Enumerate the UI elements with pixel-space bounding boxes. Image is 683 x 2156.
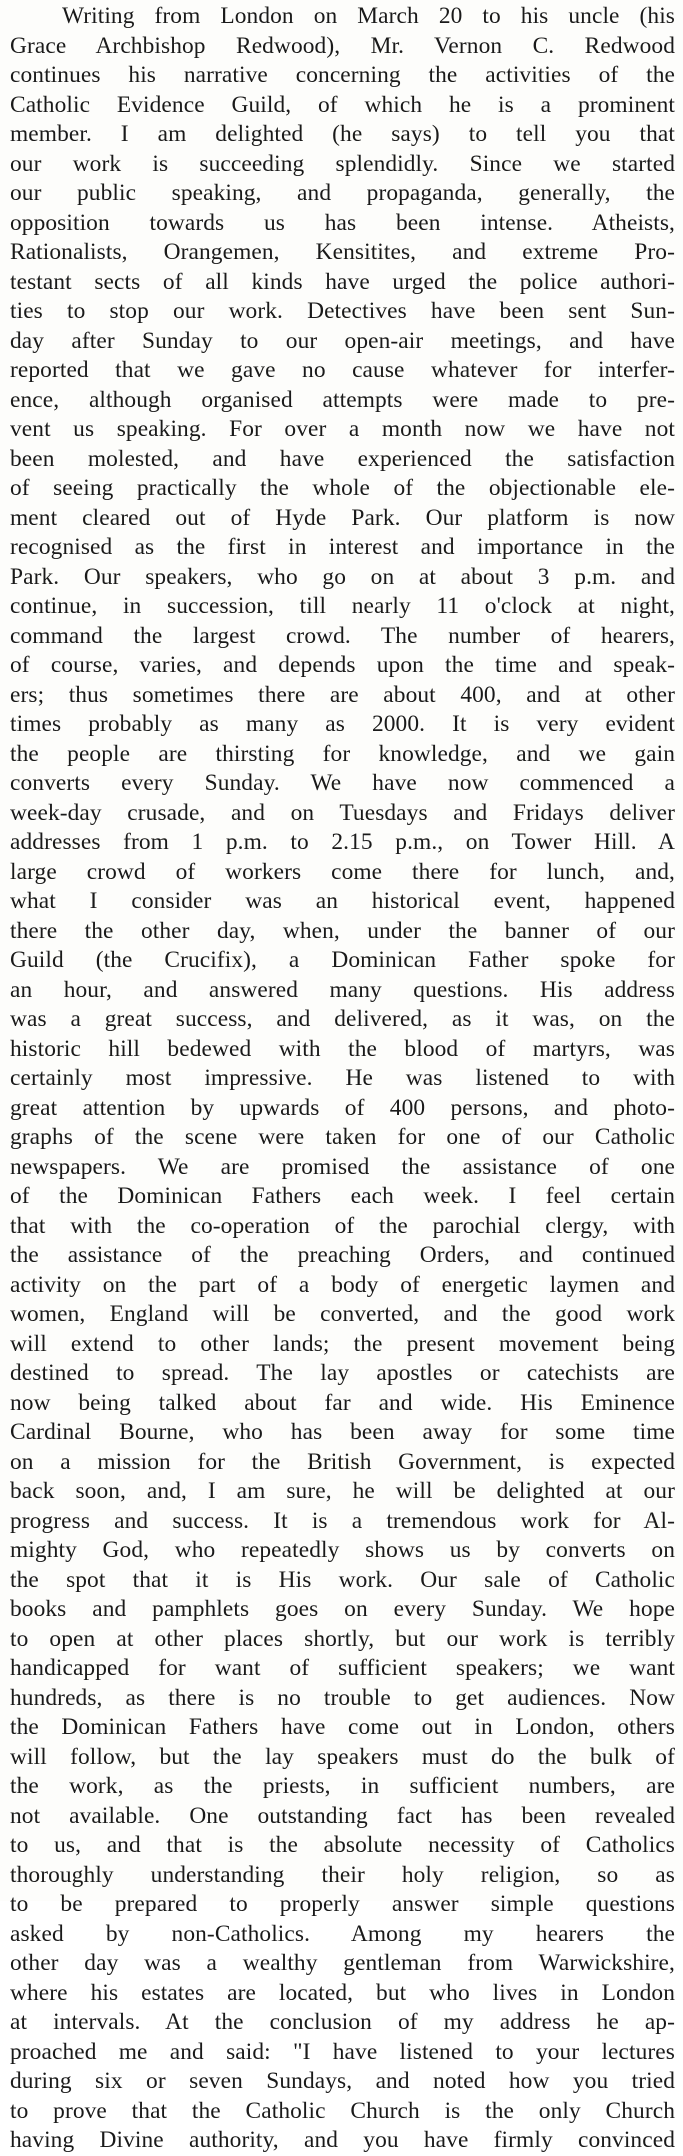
article-line: been molested, and have experienced the satisfaction (10, 445, 675, 472)
article-line: ence, although organised attempts were made to pre- (10, 386, 675, 413)
article-line: week-day crusade, and on Tuesdays and Fridays deliver (10, 799, 675, 826)
article-line: ties to stop our work. Detectives have been sent Sun- (10, 298, 675, 324)
article-line: Grace Archbishop Redwood), Mr. Vernon C. Redwood (10, 32, 675, 59)
article-line: day after Sunday to our open-air meetings, and have (10, 327, 675, 354)
article-line: graphs of the scene were taken for one of our Catholic (10, 1124, 675, 1150)
article-line: of the Dominican Fathers each week. I feel certain (10, 1183, 675, 1209)
article-line: at intervals. At the conclusion of my address he ap- (10, 2009, 675, 2035)
article-line: mighty God, who repeatedly shows us by converts on (10, 1537, 675, 1563)
article-line: not available. One outstanding fact has been revealed (10, 1802, 675, 1829)
article-line: converts every Sunday. We have now commenced a (10, 770, 675, 796)
article-line: books and pamphlets goes on every Sunday. We hope (10, 1596, 675, 1622)
article-line: to us, and that is the absolute necessity of Catholics (10, 1832, 675, 1858)
article-line: addresses from 1 p.m. to 2.15 p.m., on Tower Hill. A (10, 829, 675, 855)
article-line: during six or seven Sundays, and noted how you tried (10, 2068, 675, 2094)
article-line: having Divine authority, and you have firmly convinced (10, 2127, 675, 2153)
article-line: of seeing practically the whole of the objectionable ele- (10, 475, 675, 501)
article-line: continues his narrative concerning the activities of the (10, 62, 675, 88)
article-line: back soon, and, I am sure, he will be delighted at our (10, 1478, 675, 1504)
article-line: opposition towards us has been intense. Atheists, (10, 209, 675, 236)
article-line: on a mission for the British Government, is expected (10, 1448, 675, 1475)
article-line: that with the co-operation of the parochial clergy, with (10, 1212, 675, 1239)
article-line: great attention by upwards of 400 persons, and photo- (10, 1094, 675, 1121)
article-line: our work is succeeding splendidly. Since we started (10, 150, 675, 177)
article-line: vent us speaking. For over a month now we have not (10, 416, 675, 442)
article-line: thoroughly understanding their holy religion, so as (10, 1861, 675, 1888)
article-line: newspapers. We are promised the assistance of one (10, 1153, 675, 1180)
article-line: there the other day, when, under the banner of our (10, 917, 675, 944)
article-line: what I consider was an historical event, happened (10, 888, 675, 914)
article-line: progress and success. It is a tremendous work for Al- (10, 1507, 675, 1534)
article-line: women, England will be converted, and the good work (10, 1301, 675, 1327)
article-line: an hour, and answered many questions. His address (10, 976, 675, 1003)
article-line: to prove that the Catholic Church is the only Church (10, 2097, 675, 2124)
article-line: Park. Our speakers, who go on at about 3 p.m. and (10, 563, 675, 590)
article-line: command the largest crowd. The number of hearers, (10, 622, 675, 649)
article-line: proached me and said: "I have listened to your lectures (10, 2038, 675, 2065)
article-line: Rationalists, Orangemen, Kensitites, and extreme Pro- (10, 239, 675, 265)
article-line: handicapped for want of sufficient speakers; we want (10, 1655, 675, 1681)
article-line: recognised as the first in interest and importance in the (10, 534, 675, 560)
article-line: was a great success, and delivered, as it was, on the (10, 1006, 675, 1032)
article-line: the spot that it is His work. Our sale of Catholic (10, 1566, 675, 1593)
article-line: the work, as the priests, in sufficient numbers, are (10, 1773, 675, 1799)
article-opening-line: Writing from London on March 20 to his uncle (his (62, 3, 675, 29)
article-line: certainly most impressive. He was listened to with (10, 1065, 675, 1091)
article-line: Cardinal Bourne, who has been away for some time (10, 1419, 675, 1445)
article-line: member. I am delighted (he says) to tell you that (10, 121, 675, 147)
article-line: to be prepared to properly answer simple questions (10, 1891, 675, 1917)
article-line: other day was a wealthy gentleman from Warwickshire, (10, 1950, 675, 1976)
article-line: hundreds, as there is no trouble to get audiences. Now (10, 1684, 675, 1711)
article-line: Guild (the Crucifix), a Dominican Father spoke for (10, 947, 675, 973)
article-line: now being talked about far and wide. His Eminence (10, 1389, 675, 1416)
article-line: continue, in succession, till nearly 11 o'clock at night, (10, 593, 675, 619)
article-line: the Dominican Fathers have come out in London, others (10, 1714, 675, 1740)
article-line: will follow, but the lay speakers must do the bulk of (10, 1743, 675, 1770)
article-line: the people are thirsting for knowledge, and we gain (10, 740, 675, 767)
article-line: testant sects of all kinds have urged the police authori- (10, 268, 675, 295)
article-column (10, 2, 675, 2156)
article-line: to open at other places shortly, but our work is terribly (10, 1625, 675, 1652)
article-line: Catholic Evidence Guild, of which he is a prominent (10, 91, 675, 118)
article-line: times probably as many as 2000. It is very evident (10, 711, 675, 737)
article-line: destined to spread. The lay apostles or catechists are (10, 1360, 675, 1386)
article-line: historic hill bedewed with the blood of martyrs, was (10, 1035, 675, 1062)
article-line: reported that we gave no cause whatever for interfer- (10, 357, 675, 383)
article-line: of course, varies, and depends upon the time and speak- (10, 652, 675, 678)
article-line: will extend to other lands; the present movement being (10, 1330, 675, 1357)
article-line: the assistance of the preaching Orders, and continued (10, 1242, 675, 1268)
article-line: activity on the part of a body of energetic laymen and (10, 1271, 675, 1298)
article-line: ers; thus sometimes there are about 400, and at other (10, 681, 675, 708)
article-line: large crowd of workers come there for lunch, and, (10, 858, 675, 885)
article-line: where his estates are located, but who lives in London (10, 1979, 675, 2006)
article-line: ment cleared out of Hyde Park. Our platform is now (10, 504, 675, 531)
article-line: asked by non-Catholics. Among my hearers the (10, 1920, 675, 1947)
article-line: our public speaking, and propaganda, generally, the (10, 180, 675, 206)
